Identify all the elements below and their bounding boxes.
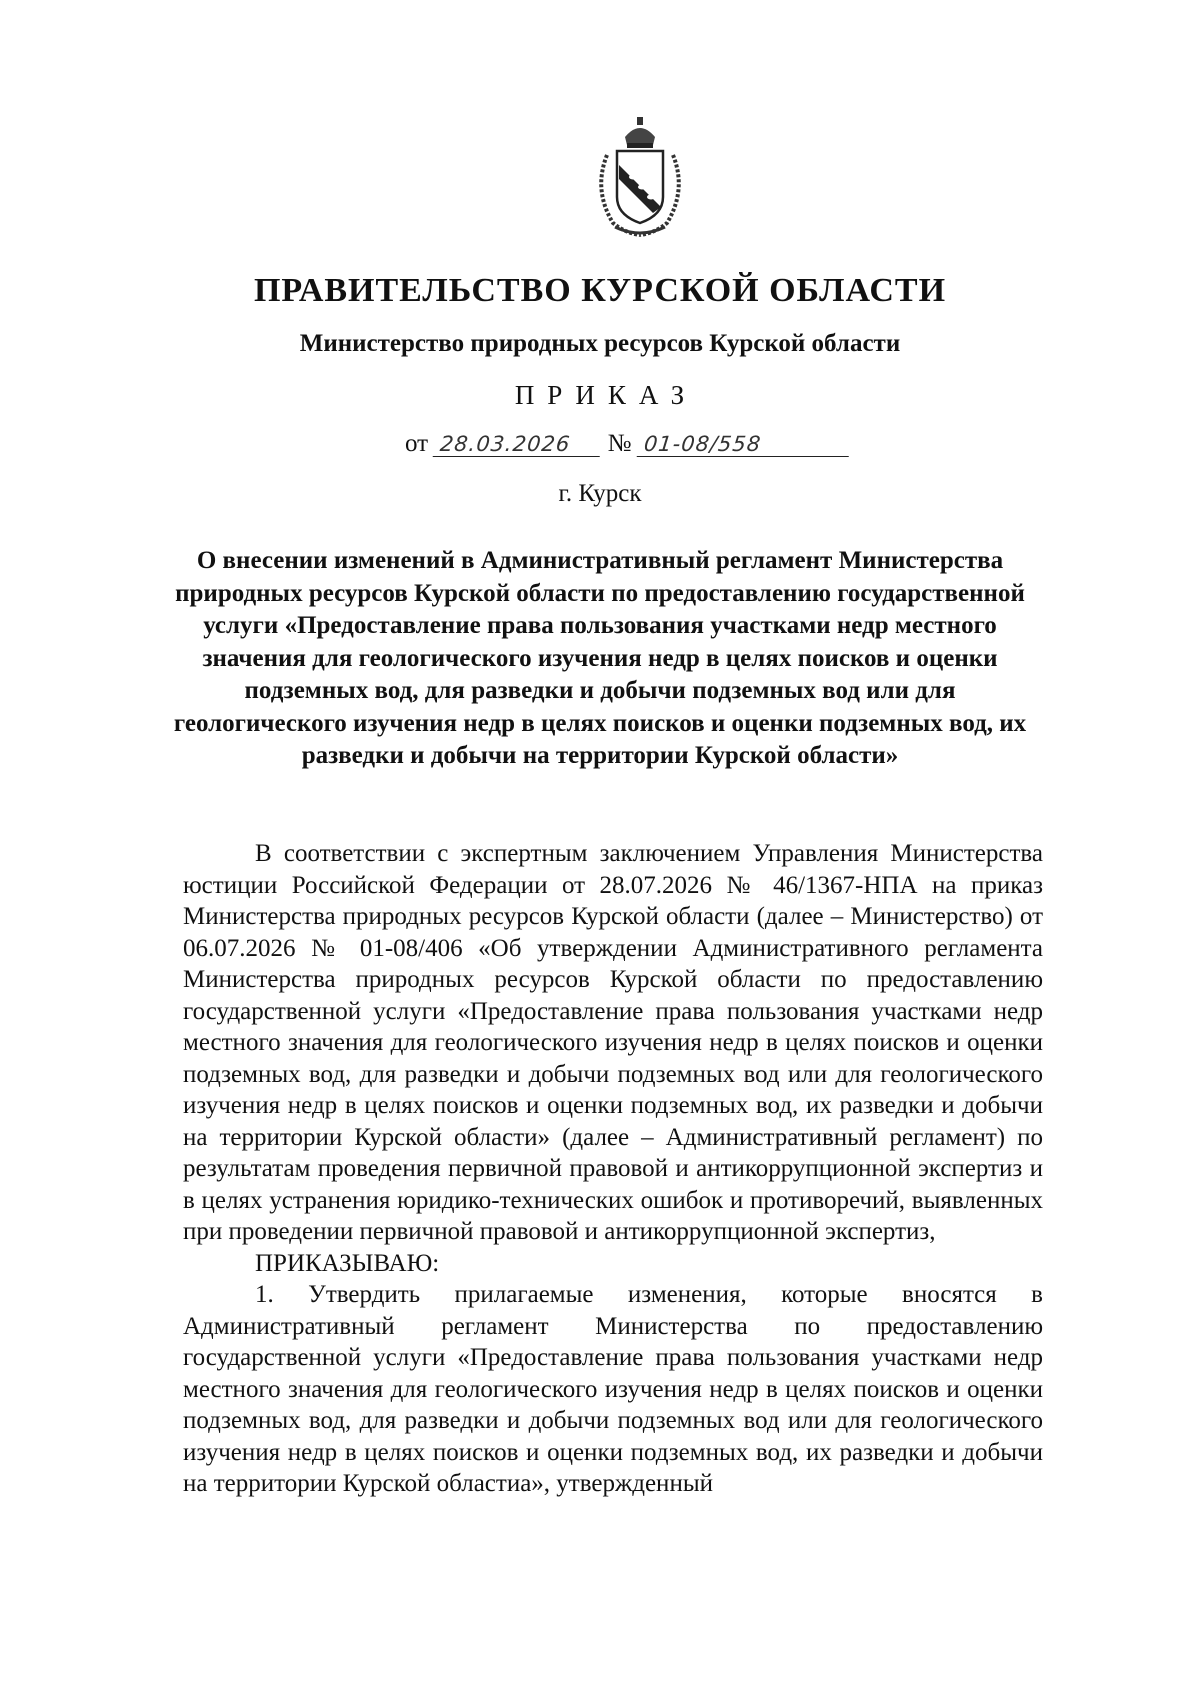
document-title: О внесении изменений в Административный регламент Министерства природных ресурсов Курской области по предоставлению государственной услуги «Предоставление права пользования участками недр местного значения для геологического изучения недр в целях поисков и оценки подземных вод, для разведки и добычи подземных вод или для геологического изучения недр в целях поисков и оценки подземных вод, их разведки и добычи на территории Курской области»: [173, 547, 1027, 769]
item-1-paragraph: 1. Утвердить прилагаемые изменения, которые вносятся в Административный регламент Министерства по предоставлению государственной услуги «Предоставление права пользования участками недр местного значения для геологического изучения недр в целях поисков и оценки подземных вод, для разведки и добычи подземных вод или для геологического изучения недр в целях поисков и оценки подземных вод, их разведки и добычи на территории Курской областиа», утвержденный: [183, 1281, 1043, 1497]
coat-of-arms-icon: [585, 115, 695, 240]
city-line: г. Курск: [558, 480, 642, 507]
handwritten-date: 28.03.2026: [433, 432, 603, 457]
handwritten-number: 01-08/558: [636, 432, 851, 457]
date-label: от: [405, 430, 429, 457]
date-number-line: [405, 430, 850, 458]
preamble-paragraph: В соответствии с экспертным заключением Управления Министерства юстиции Российской Федерации от 28.07.2026 № 46/1367-НПА на приказ Министерства природных ресурсов Курской области (далее – Министерство) от 06.07.2026 № 01-08/406 «Об утверждении Административного регламента Министерства природных ресурсов Курской области по предоставлению государственной услуги «Предоставление права пользования участками недр местного значения для геологического изучения недр в целях поисков и оценки подземных вод, для разведки и добычи подземных вод или для геологического изучения недр в целях поисков и оценки подземных вод, их разведки и добычи на территории Курской области» (далее – Административный регламент) по результатам проведения первичной правовой и антикоррупционной экспертиз и в целях устранения юридико-технических ошибок и противоречий, выявленных при проведении первичной правовой и антикоррупционной экспертиз,: [183, 840, 1043, 1245]
order-word: ПРИКАЗЫВАЮ:: [255, 1249, 440, 1277]
ministry-name: Министерство природных ресурсов Курской области: [299, 330, 901, 357]
number-label: №: [607, 430, 632, 457]
government-title: ПРАВИТЕЛЬСТВО КУРСКОЙ ОБЛАСТИ: [253, 272, 947, 309]
document-type: ПРИКАЗ: [514, 380, 698, 410]
document-body: [183, 838, 1043, 1500]
